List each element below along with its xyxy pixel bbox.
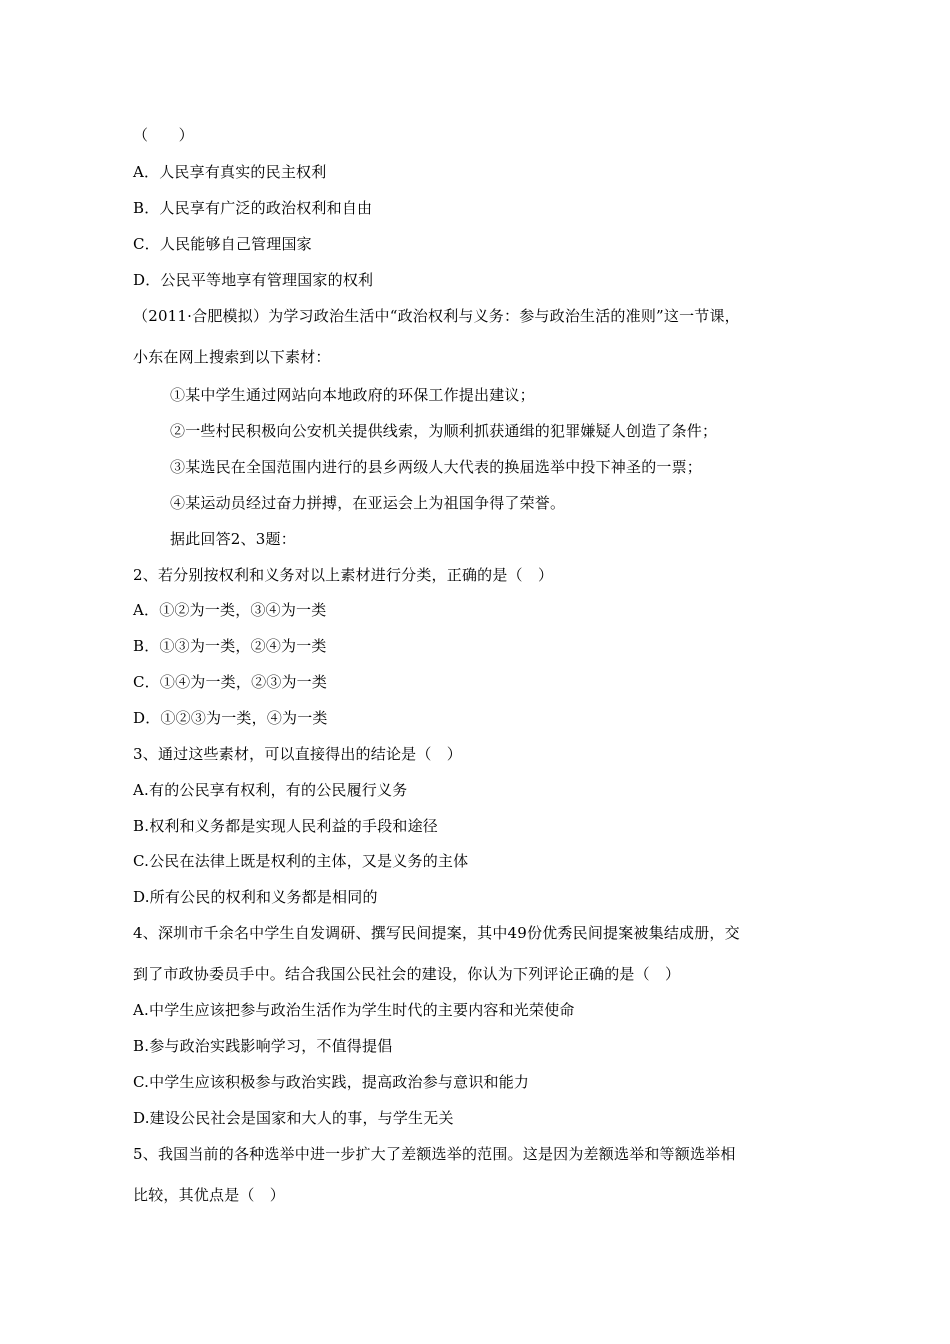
material-intro-line-1: （2011·合肥模拟）为学习政治生活中“政治权利与义务：参与政治生活的准则”这一节课， [133,307,740,325]
question-4-line-2: 到了市政协委员手中。结合我国公民社会的建设，你认为下列评论正确的是（ ） [133,965,681,983]
question-4-line-1: 4、深圳市千余名中学生自发调研、撰写民间提案，其中49份优秀民间提案被集结成册，交 [133,924,740,942]
q3-option-a: A.有的公民享有权利，有的公民履行义务 [133,781,408,799]
option-c: C．人民能够自己管理国家 [133,235,312,253]
question-2: 2、若分别按权利和义务对以上素材进行分类，正确的是（ ） [133,566,554,584]
q2-option-d: D．①②③为一类，④为一类 [133,709,328,727]
q2-option-b: B．①③为一类，②④为一类 [133,637,327,655]
material-intro-line-2: 小东在网上搜索到以下素材： [133,348,331,366]
material-item-4: ④某运动员经过奋力拼搏，在亚运会上为祖国争得了荣誉。 [170,494,566,512]
q4-option-d: D.建设公民社会是国家和大人的事，与学生无关 [133,1109,454,1127]
material-item-3: ③某选民在全国范围内进行的县乡两级人大代表的换届选举中投下神圣的一票； [170,458,703,476]
q4-option-a: A.中学生应该把参与政治生活作为学生时代的主要内容和光荣使命 [133,1001,575,1019]
option-d: D．公民平等地享有管理国家的权利 [133,271,374,289]
question-5-line-1: 5、我国当前的各种选举中进一步扩大了差额选举的范围。这是因为差额选举和等额选举相 [133,1145,736,1163]
question-3: 3、通过这些素材，可以直接得出的结论是（ ） [133,745,462,763]
option-a: A．人民享有真实的民主权利 [133,163,327,181]
material-item-2: ②一些村民积极向公安机关提供线索，为顺利抓获通缉的犯罪嫌疑人创造了条件； [170,422,718,440]
q2-option-c: C．①④为一类，②③为一类 [133,673,328,691]
q4-option-b: B.参与政治实践影响学习，不值得提倡 [133,1037,393,1055]
q4-option-c: C.中学生应该积极参与政治实践，提高政治参与意识和能力 [133,1073,530,1091]
answer-instruction: 据此回答2、3题： [170,530,296,548]
question-5-line-2: 比较，其优点是（ ） [133,1186,286,1204]
q2-option-a: A．①②为一类，③④为一类 [133,601,327,619]
answer-bracket: （ ） [133,126,194,144]
q3-option-c: C.公民在法律上既是权利的主体，又是义务的主体 [133,852,469,870]
option-b: B．人民享有广泛的政治权利和自由 [133,199,373,217]
q3-option-b: B.权利和义务都是实现人民利益的手段和途径 [133,817,438,835]
q3-option-d: D.所有公民的权利和义务都是相同的 [133,888,378,906]
material-item-1: ①某中学生通过网站向本地政府的环保工作提出建议； [170,386,535,404]
